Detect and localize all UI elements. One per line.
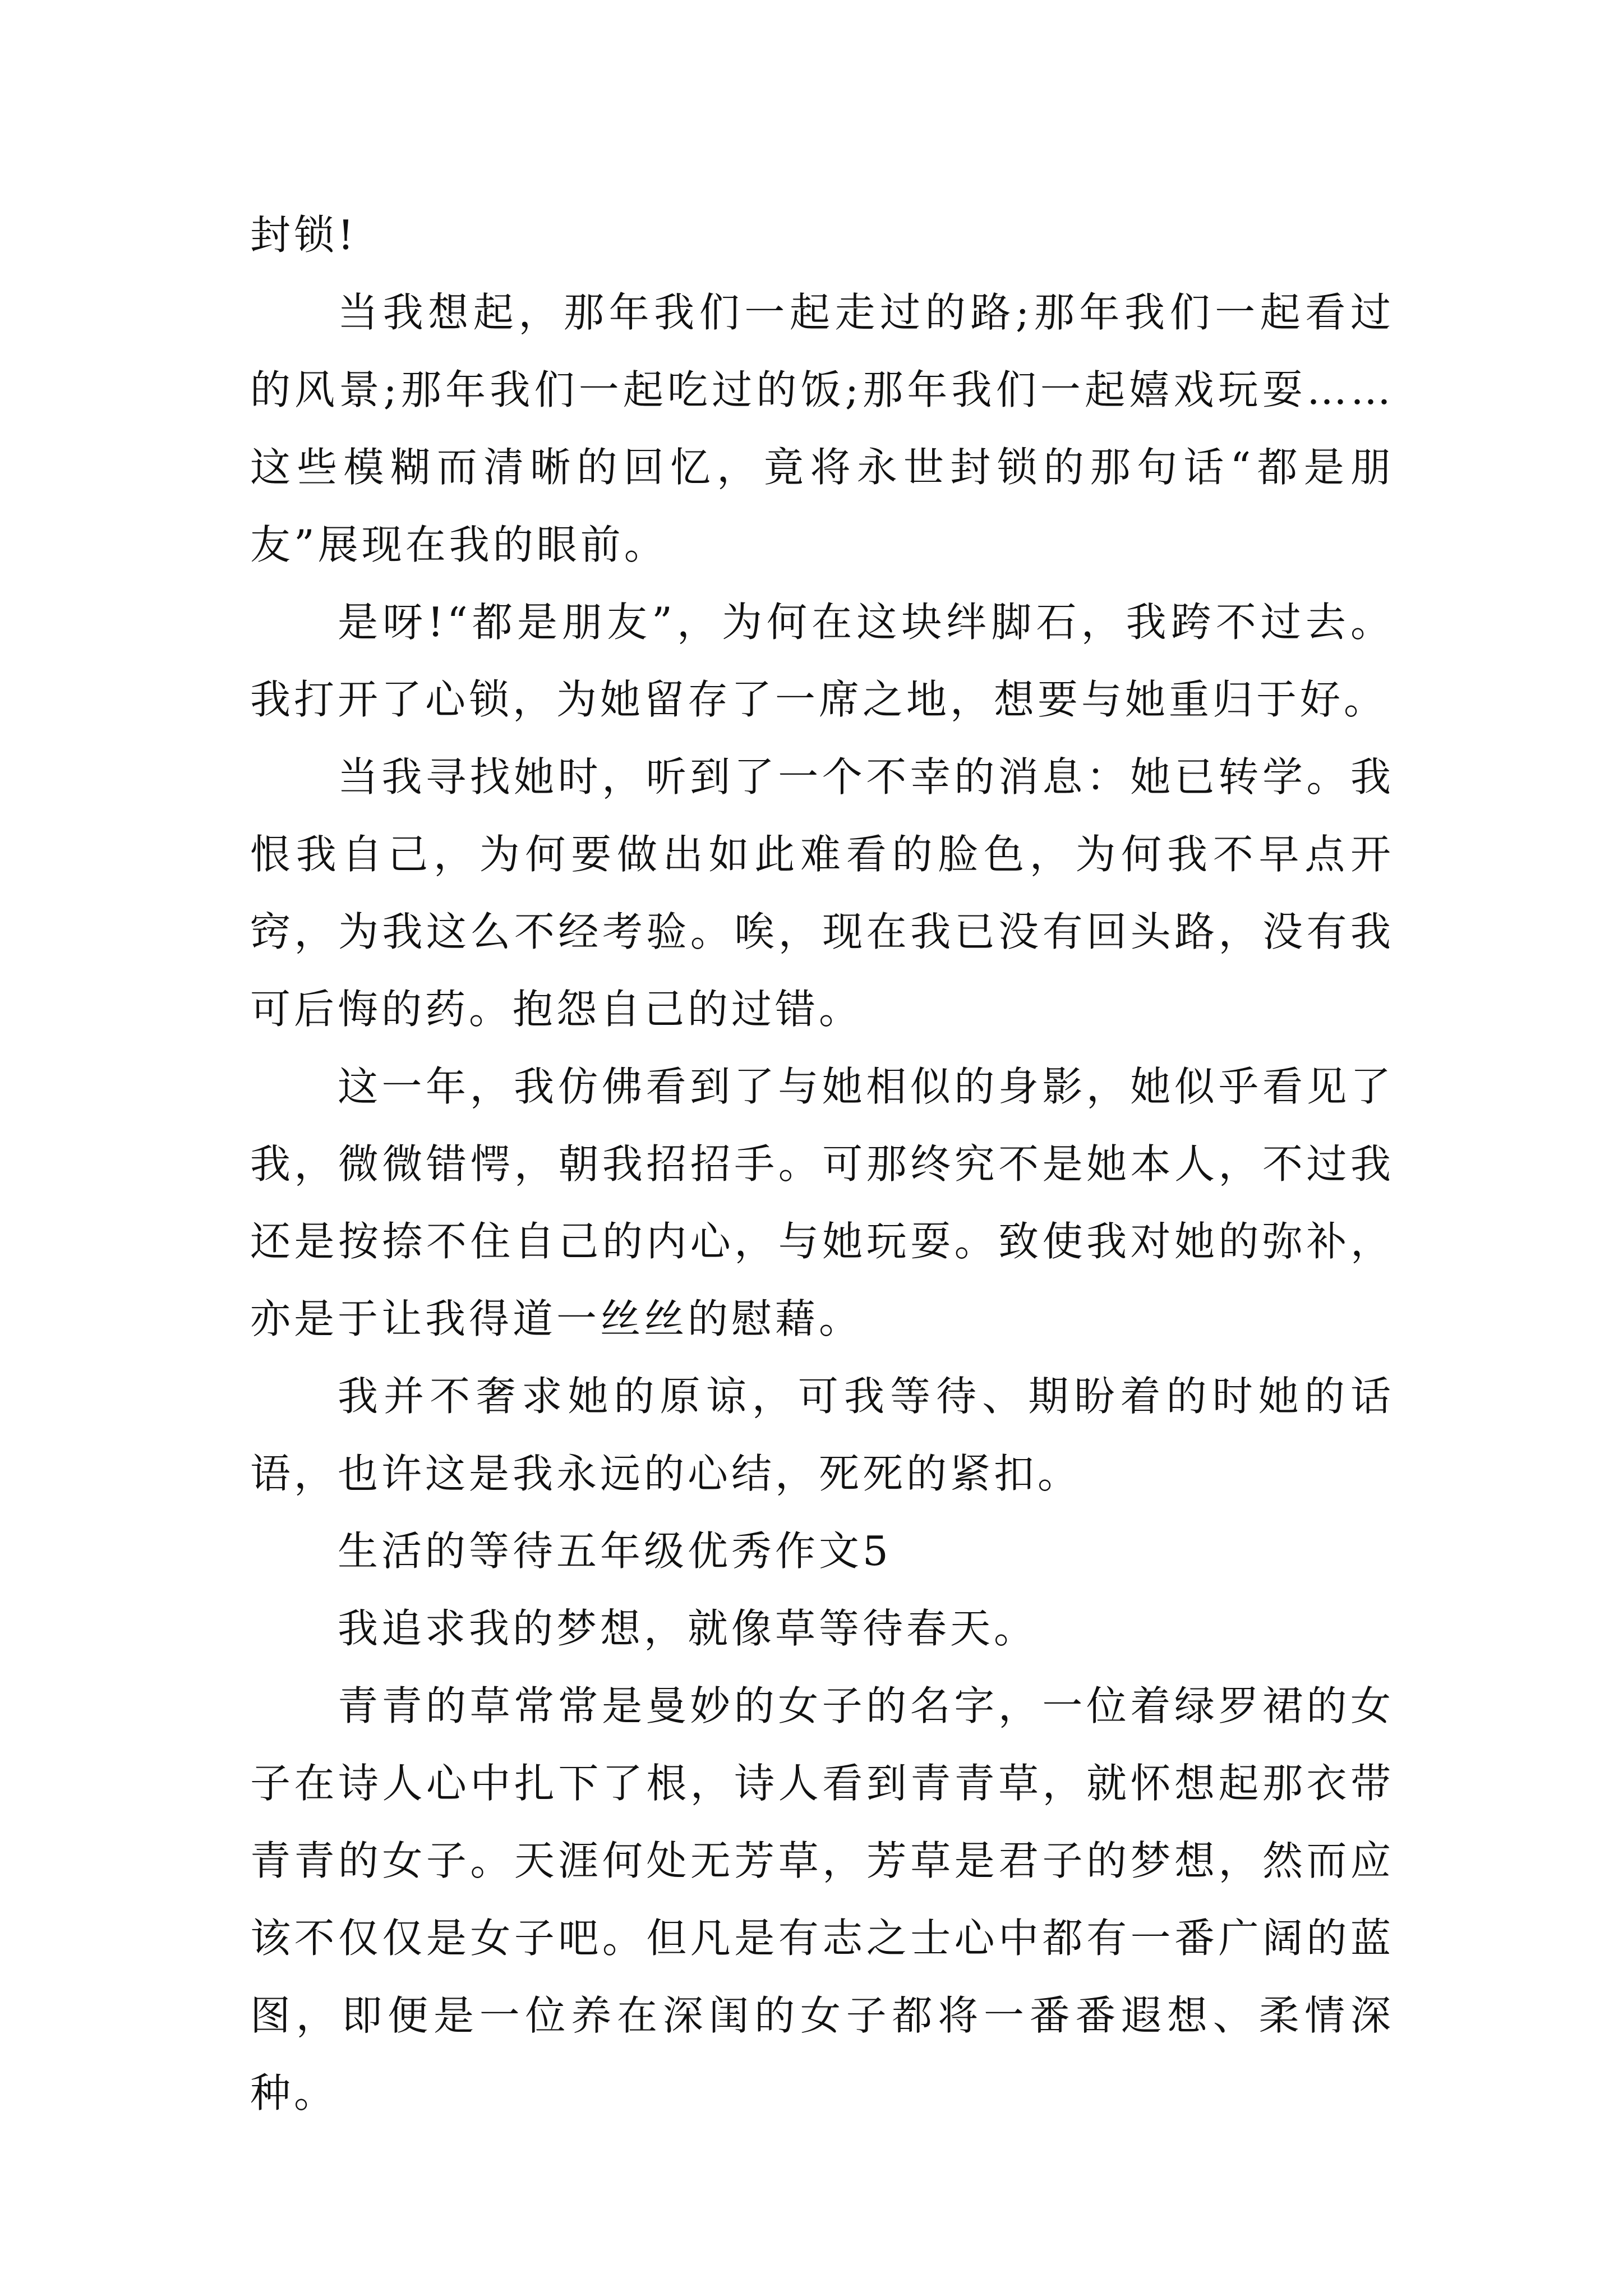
paragraph: 我追求我的梦想，就像草等待春天。	[338, 1605, 1038, 1652]
paragraph: 这一年，我仿佛看到了与她相似的身影，她似乎看见了我，微微错愕，朝我招招手。可那终究不是她本人，不过我还是按捺不住自己的内心，与她玩耍。致使我对她的弥补，亦是于让我得道一丝丝的慰藉。	[250, 1063, 1394, 1342]
section-heading: 生活的等待五年级优秀作文5	[338, 1527, 892, 1575]
paragraph-continuation: 封锁!	[250, 211, 357, 259]
paragraph: 当我想起，那年我们一起走过的路;那年我们一起看过的风景;那年我们一起吃过的饭;那年我们一起嬉戏玩耍……这些模糊而清晰的回忆，竟将永世封锁的那句话“都是朋友”展现在我的眼前。	[250, 289, 1394, 568]
paragraph: 当我寻找她时，听到了一个不幸的消息：她已转学。我恨我自己，为何要做出如此难看的脸色，为何我不早点开窍，为我这么不经考验。唉，现在我已没有回头路，没有我可后悔的药。抱怨自己的过错。	[250, 753, 1394, 1033]
paragraph: 是呀!“都是朋友”，为何在这块绊脚石，我跨不过去。我打开了心锁，为她留存了一席之地，想要与她重归于好。	[250, 599, 1394, 723]
document-body	[250, 196, 1394, 2132]
paragraph: 青青的草常常是曼妙的女子的名字，一位着绿罗裙的女子在诗人心中扎下了根，诗人看到青青草，就怀想起那衣带青青的女子。天涯何处无芳草，芳草是君子的梦想，然而应该不仅仅是女子吧。但凡是有志之士心中都有一番广阔的蓝图，即便是一位养在深闺的女子都将一番番遐想、柔情深种。	[250, 1682, 1394, 2116]
paragraph: 我并不奢求她的原谅，可我等待、期盼着的时她的话语，也许这是我永远的心结，死死的紧扣。	[250, 1373, 1394, 1497]
